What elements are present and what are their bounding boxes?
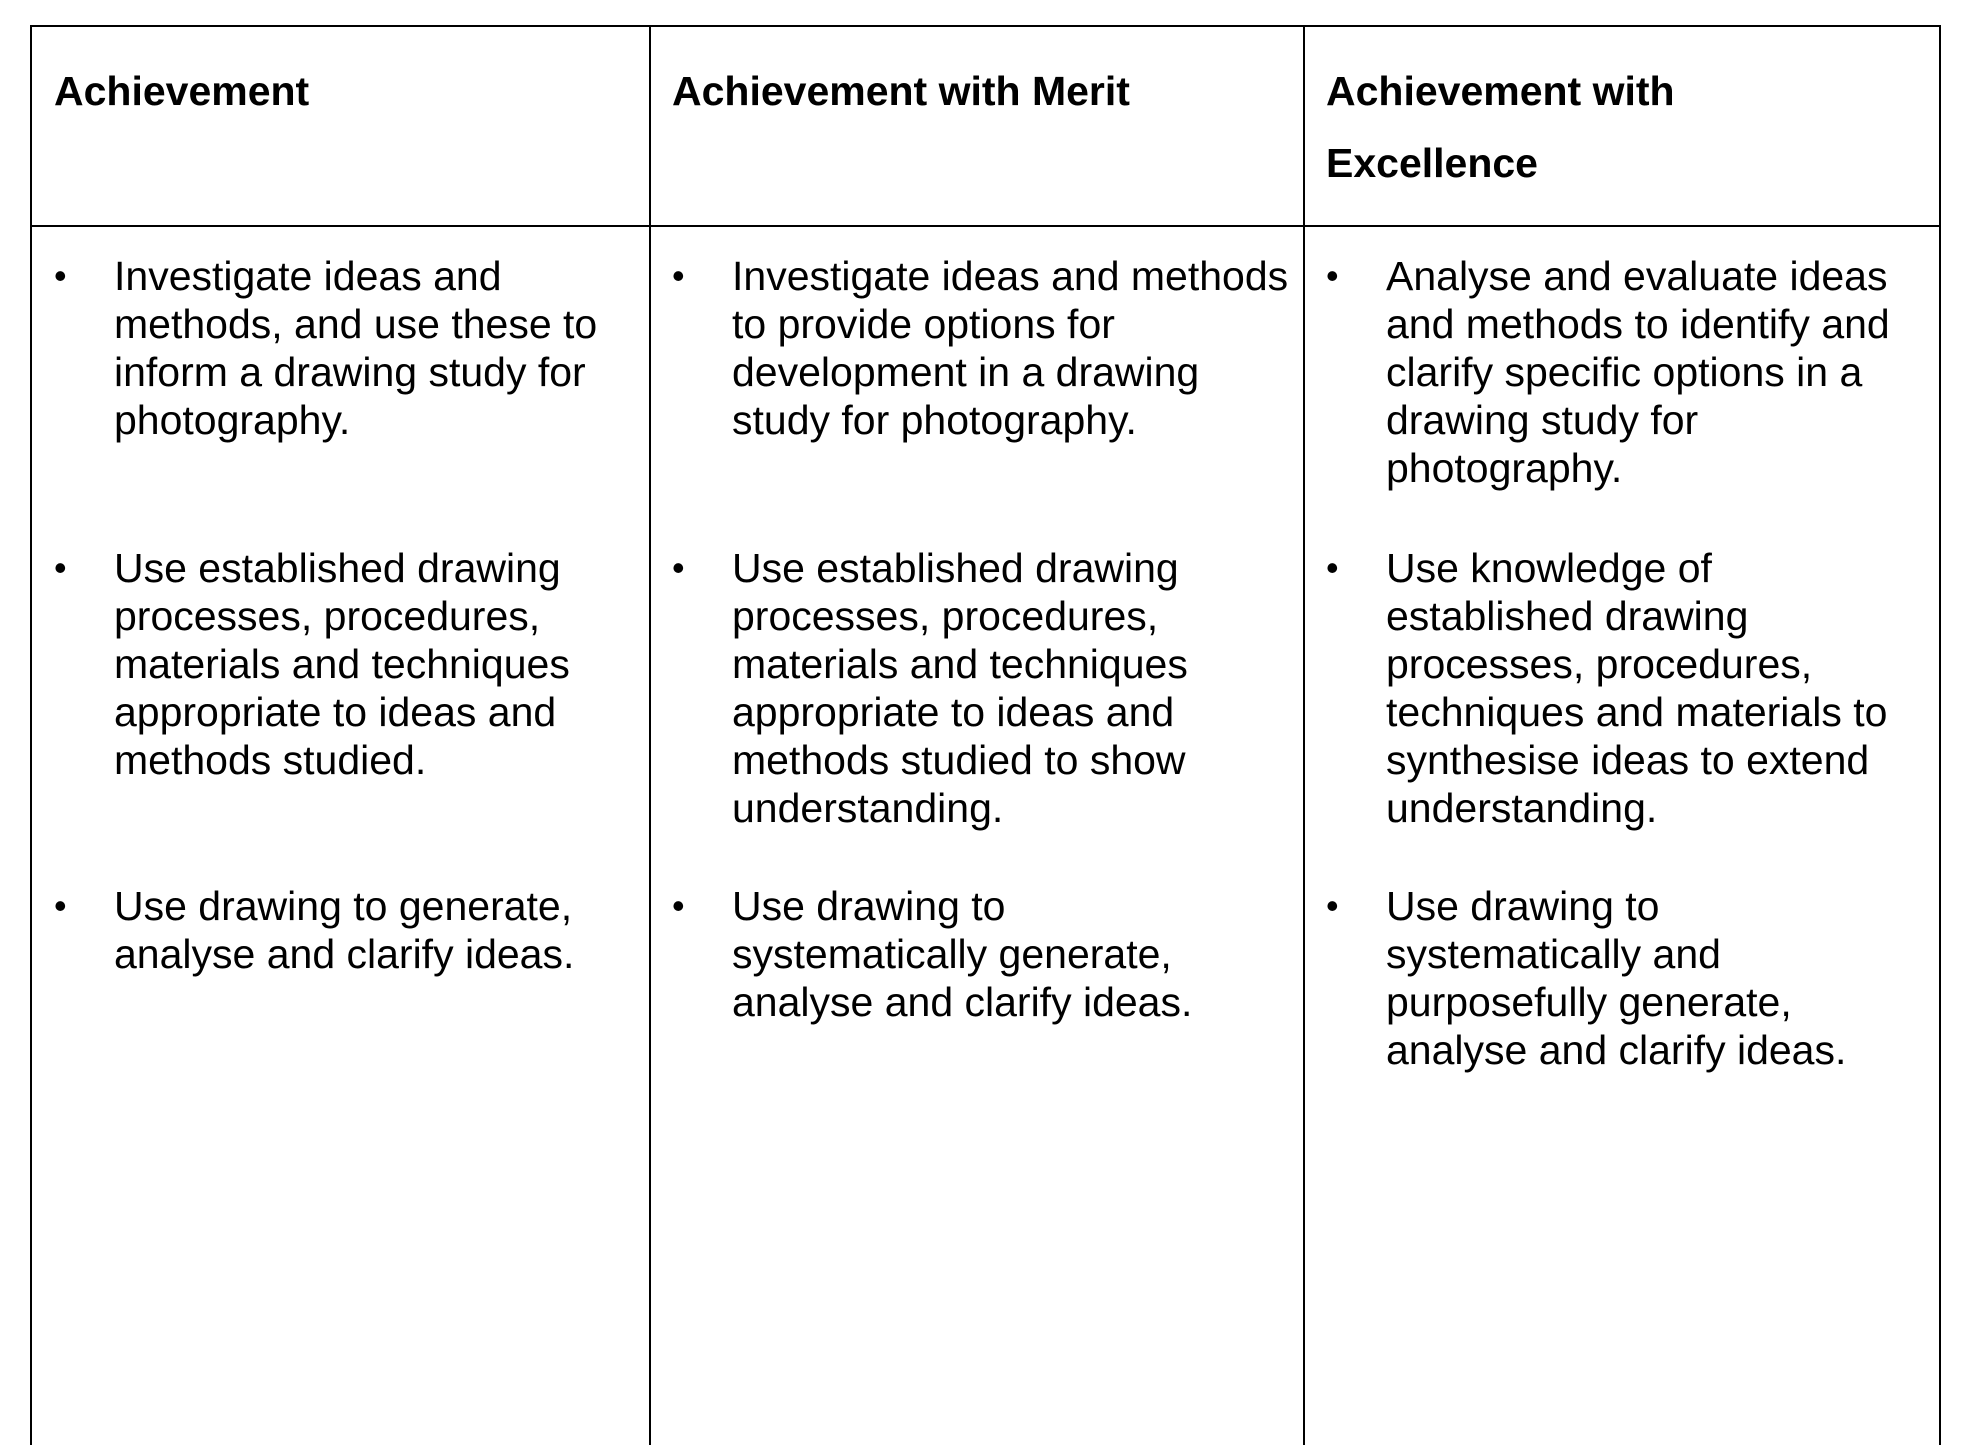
header-achievement: Achievement (54, 68, 310, 114)
criterion-text: Investigate ideas and methods to provide options for development in a drawing study for photography. (732, 253, 1289, 443)
bullet-icon: • (1326, 255, 1339, 296)
column-divider-2 (1303, 27, 1305, 1445)
criterion-text: Use drawing to systematically and purposefully generate, analyse and clarify ideas. (1386, 883, 1847, 1073)
bullet-icon: • (54, 885, 67, 926)
bullet-icon: • (54, 547, 67, 588)
criterion-text: Use drawing to generate, analyse and clarify ideas. (114, 883, 575, 977)
bullet-icon: • (672, 547, 685, 588)
criterion-text: Investigate ideas and methods, and use these to inform a drawing study for photography. (114, 253, 598, 443)
bullet-icon: • (54, 255, 67, 296)
bullet-icon: • (1326, 547, 1339, 588)
criterion-text: Use knowledge of established drawing processes, procedures, techniques and materials to synthesise ideas to extend understanding. (1386, 545, 1888, 831)
bullet-icon: • (1326, 885, 1339, 926)
header-row-divider (32, 225, 1939, 227)
criterion-text: Use drawing to systematically generate, analyse and clarify ideas. (732, 883, 1193, 1025)
header-merit: Achievement with Merit (672, 68, 1130, 114)
header-excellence: Achievement with Excellence (1326, 68, 1675, 186)
assessment-criteria-table (30, 25, 1941, 1445)
criterion-text: Analyse and evaluate ideas and methods to identify and clarify specific options in a drawing study for photography. (1386, 253, 1890, 491)
column-divider-1 (649, 27, 651, 1445)
bullet-icon: • (672, 885, 685, 926)
bullet-icon: • (672, 255, 685, 296)
criterion-text: Use established drawing processes, procedures, materials and techniques appropriate to ideas and methods studied to show understanding. (732, 545, 1188, 831)
criterion-text: Use established drawing processes, procedures, materials and techniques appropriate to ideas and methods studied. (114, 545, 570, 783)
